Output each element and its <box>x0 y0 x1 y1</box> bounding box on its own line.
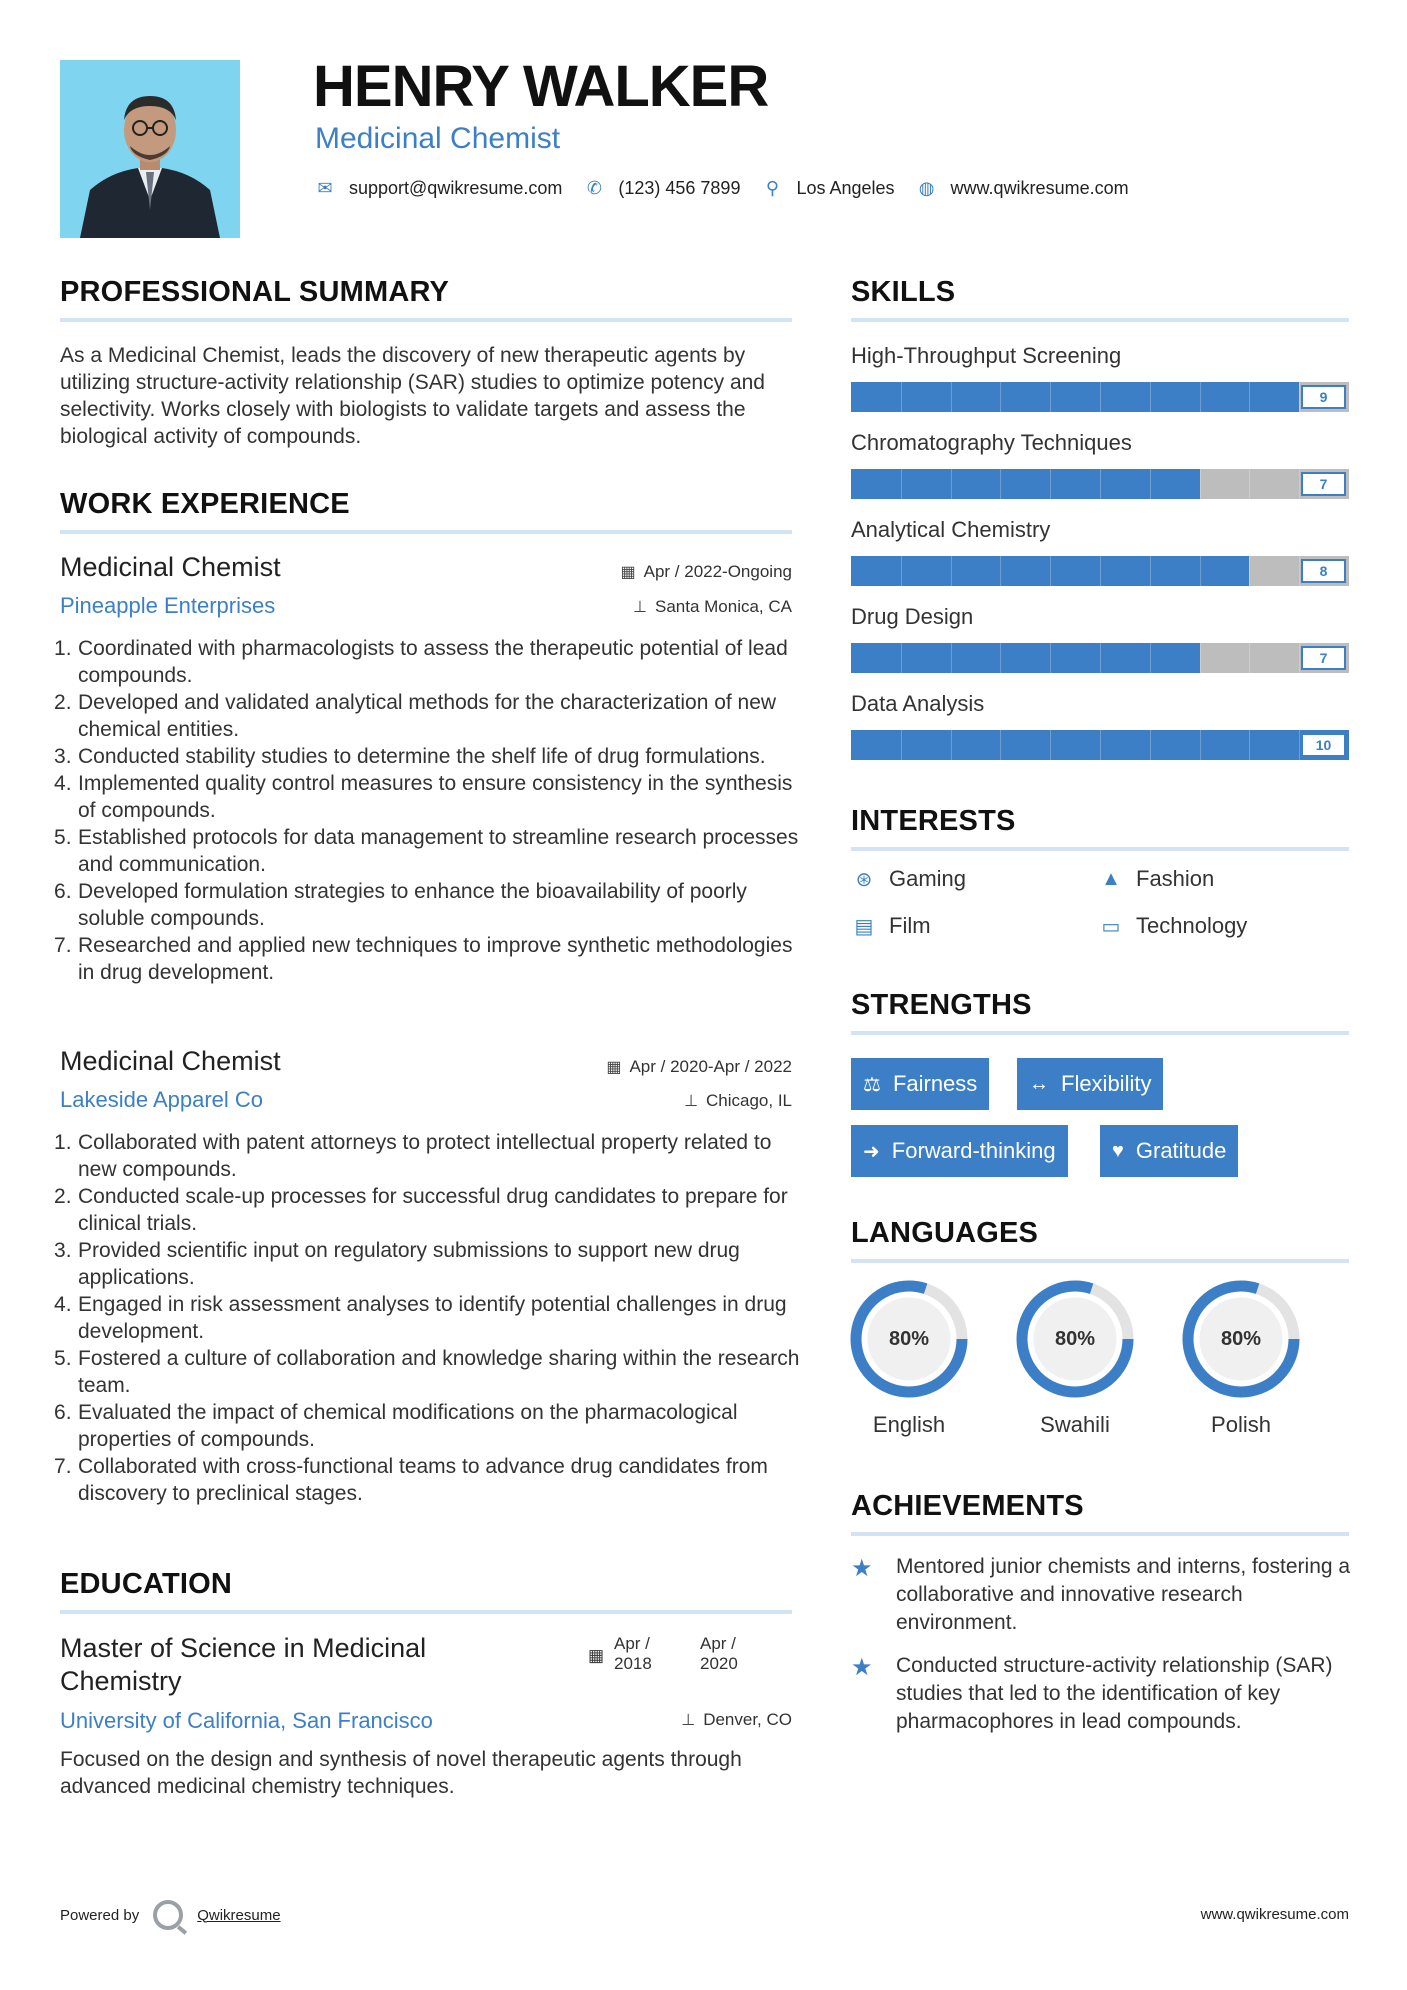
skill-bar <box>851 643 1349 673</box>
skill-label: Chromatography Techniques <box>851 430 1132 455</box>
list-item: Collaborated with cross-functional teams to advance drug candidates from discovery to preclinical stages. <box>78 1455 768 1505</box>
list-item: Established protocols for data management to streamline research processes and communication. <box>78 826 799 876</box>
skill-bar-segment <box>1200 556 1201 586</box>
skill-bar-segment <box>901 643 902 673</box>
globe-icon: ◍ <box>918 178 935 198</box>
list-item: Engaged in risk assessment analyses to identify potential challenges in drug development. <box>78 1293 787 1343</box>
list-item: Evaluated the impact of chemical modifications on the pharmacological properties of compounds. <box>78 1401 738 1451</box>
skill-bar-segment <box>1249 382 1250 412</box>
pushpin-icon: ⊥ <box>684 1093 698 1110</box>
skill-bar-segment <box>901 556 902 586</box>
list-item: Coordinated with pharmacologists to assess the therapeutic potential of lead compounds. <box>78 637 788 687</box>
skill-bar-segment <box>1200 469 1201 499</box>
pushpin-icon: ⊥ <box>633 599 647 616</box>
education-start: Apr / 2018 <box>614 1634 652 1673</box>
skill-bar-segment <box>1000 643 1001 673</box>
envelope-icon: ✉ <box>317 178 333 198</box>
language-name: Polish <box>1211 1412 1271 1437</box>
skill-bar-segment <box>1200 730 1201 760</box>
education-divider <box>60 1610 792 1614</box>
calendar-icon: ▦ <box>606 1059 622 1076</box>
job-title: Medicinal Chemist <box>60 552 281 582</box>
calendar-icon: ▦ <box>588 1646 605 1665</box>
skill-bar-segment <box>1249 643 1250 673</box>
gamepad-icon: ⊛ <box>855 868 873 891</box>
list-item: Researched and applied new techniques to improve synthetic methodologies in drug development. <box>78 934 793 984</box>
pushpin-icon: ⊥ <box>681 1712 696 1729</box>
list-item: Provided scientific input on regulatory submissions to support new drug applications. <box>78 1239 740 1289</box>
skill-bar-segment <box>1249 556 1250 586</box>
skill-bar-segment <box>1100 643 1101 673</box>
shopping-bag-icon: ▲ <box>1101 867 1121 890</box>
skill-label: Drug Design <box>851 604 974 629</box>
skill-bar-segment <box>1100 556 1101 586</box>
interest-item: ▭ Technology <box>1098 913 1247 939</box>
language-name: English <box>872 1412 946 1437</box>
interests-heading: INTERESTS <box>851 805 1016 837</box>
interest-item: ▲ Fashion <box>1098 866 1214 892</box>
language-percent: 80% <box>888 1328 930 1350</box>
strength-tag: ♥ Gratitude <box>1100 1125 1238 1177</box>
qwikresume-logo-icon <box>153 1900 183 1930</box>
experience-heading: WORK EXPERIENCE <box>60 488 350 520</box>
skill-bar-fill <box>851 643 1200 673</box>
skill-level-badge: 8 <box>1301 559 1346 583</box>
achievements-heading: ACHIEVEMENTS <box>851 1490 1084 1522</box>
skill-bar-fill <box>851 382 1299 412</box>
skill-bar-segment <box>1100 382 1101 412</box>
skill-bar-segment <box>1000 730 1001 760</box>
skill-bar-segment <box>1050 730 1051 760</box>
arrow-right-icon: ➜ <box>863 1140 880 1163</box>
skill-bar-segment <box>1050 556 1051 586</box>
skill-bar-segment <box>1050 469 1051 499</box>
skills-heading: SKILLS <box>851 276 956 308</box>
contact-location <box>762 178 894 199</box>
skill-bar-segment <box>1150 730 1151 760</box>
strength-tag: ⚖ Fairness <box>851 1058 989 1110</box>
skill-bar-segment <box>1100 730 1101 760</box>
calendar-icon: ▦ <box>620 564 636 581</box>
education-school: University of California, San Francisco <box>60 1708 433 1733</box>
strengths-divider <box>851 1031 1349 1035</box>
skill-bar-segment <box>951 469 952 499</box>
list-item: Fostered a culture of collaboration and knowledge sharing within the research team. <box>78 1347 800 1397</box>
language-name: Swahili <box>1040 1412 1110 1437</box>
laptop-icon: ▭ <box>1101 915 1121 938</box>
phone-icon: ✆ <box>586 178 602 198</box>
skill-bar-fill <box>851 469 1200 499</box>
strengths-heading: STRENGTHS <box>851 989 1032 1021</box>
skill-bar-segment <box>1249 469 1250 499</box>
powered-by-text: Powered by <box>60 1906 140 1924</box>
phone-text: (123) 456 7899 <box>618 178 741 198</box>
language-percent: 80% <box>1220 1328 1262 1350</box>
skill-bar-segment <box>1100 469 1101 499</box>
skill-bar-segment <box>1000 382 1001 412</box>
summary-divider <box>60 318 792 322</box>
job-company: Lakeside Apparel Co <box>60 1087 264 1112</box>
skill-label: High-Throughput Screening <box>851 343 1122 368</box>
summary-heading: PROFESSIONAL SUMMARY <box>60 276 450 308</box>
balance-scale-icon: ⚖ <box>863 1073 881 1096</box>
skill-bar-segment <box>1200 382 1201 412</box>
summary-text: As a Medicinal Chemist, leads the discovery of new therapeutic agents by utilizing structure-activity relationship (SAR) studies to optimize potency and selectivity. Works closely with biologists to validate targets and assess the biological activity of compounds. <box>60 344 765 448</box>
languages-divider <box>851 1259 1349 1263</box>
skill-bar-segment <box>1249 730 1250 760</box>
film-icon: ▤ <box>854 915 874 938</box>
skill-bar-segment <box>951 556 952 586</box>
skill-label: Analytical Chemistry <box>851 517 1051 542</box>
skill-bar-segment <box>1150 643 1151 673</box>
contact-bar <box>315 178 1151 199</box>
skills-divider <box>851 318 1349 322</box>
degree-title: Master of Science in Medicinal Chemistry <box>60 1633 427 1696</box>
interest-item: ▤ Film <box>851 913 931 939</box>
map-marker-icon: ⚲ <box>765 178 780 198</box>
languages-heading: LANGUAGES <box>851 1217 1039 1249</box>
skill-bar <box>851 382 1349 412</box>
achievement-item: ★ Mentored junior chemists and interns, fostering a collaborative and innovative research environment. <box>851 1555 1351 1634</box>
list-item: Developed and validated analytical methods for the characterization of new chemical entities. <box>78 691 777 741</box>
skill-bar-segment <box>1150 382 1151 412</box>
skill-bar <box>851 469 1349 499</box>
job-dates: ▦ Apr / 2020-Apr / 2022 <box>606 1057 792 1076</box>
skill-level-badge: 7 <box>1301 472 1346 496</box>
contact-phone[interactable] <box>584 178 740 199</box>
job-dates: ▦ Apr / 2022-Ongoing <box>620 562 792 581</box>
job-bullets <box>60 1129 800 1507</box>
skill-level-badge: 9 <box>1301 385 1346 409</box>
heart-icon: ♥ <box>1112 1139 1124 1162</box>
skill-bar-segment <box>1299 556 1300 586</box>
candidate-title: Medicinal Chemist <box>315 122 561 155</box>
language-percent: 80% <box>1054 1328 1096 1350</box>
list-item: Developed formulation strategies to enhance the bioavailability of poorly soluble compounds. <box>78 880 747 930</box>
skill-bar-segment <box>1000 556 1001 586</box>
brand-link[interactable]: Qwikresume <box>197 1906 281 1924</box>
skill-bar-segment <box>951 382 952 412</box>
achievements-divider <box>851 1532 1349 1536</box>
skill-bar <box>851 730 1349 760</box>
language-item <box>1014 1278 1136 1438</box>
skill-bar-segment <box>1000 469 1001 499</box>
footer-powered-by <box>60 1900 281 1930</box>
skill-bar-segment <box>901 382 902 412</box>
interest-item: ⊛ Gaming <box>851 866 966 892</box>
skill-bar-segment <box>1299 730 1300 760</box>
skill-label: Data Analysis <box>851 691 985 716</box>
language-item <box>1180 1278 1302 1438</box>
job-company: Pineapple Enterprises <box>60 593 276 618</box>
contact-email[interactable] <box>315 178 562 199</box>
email-text: support@qwikresume.com <box>349 178 563 198</box>
skill-bar-segment <box>1200 643 1201 673</box>
location-text: Los Angeles <box>796 178 895 198</box>
job-location: ⊥ Chicago, IL <box>684 1091 792 1110</box>
skill-bar-segment <box>901 730 902 760</box>
skill-bar-segment <box>1050 382 1051 412</box>
language-item <box>848 1278 970 1438</box>
skill-level-badge: 7 <box>1301 646 1346 670</box>
list-item: Conducted stability studies to determine the shelf life of drug formulations. <box>78 745 766 768</box>
skill-bar-segment <box>1299 643 1300 673</box>
job-title: Medicinal Chemist <box>60 1046 281 1076</box>
profile-photo <box>60 60 240 238</box>
skill-bar-segment <box>951 643 952 673</box>
website-text: www.qwikresume.com <box>950 178 1129 198</box>
list-item: Collaborated with patent attorneys to protect intellectual property related to new compounds. <box>78 1131 772 1181</box>
footer-url[interactable]: www.qwikresume.com <box>1200 1906 1349 1923</box>
candidate-name: HENRY WALKER <box>313 54 769 119</box>
list-item: Implemented quality control measures to ensure consistency in the synthesis of compounds. <box>78 772 793 822</box>
achievement-item: ★ Conducted structure-activity relationship (SAR) studies that led to the identification of key pharmacophores in lead compounds. <box>851 1654 1333 1733</box>
list-item: Conducted scale-up processes for successful drug candidates to prepare for clinical trials. <box>78 1185 788 1235</box>
skill-bar-segment <box>951 730 952 760</box>
interests-divider <box>851 847 1349 851</box>
strength-tag: ↔ Flexibility <box>1017 1058 1163 1110</box>
experience-divider <box>60 530 792 534</box>
skill-level-badge: 10 <box>1301 733 1346 757</box>
skill-bar-segment <box>1050 643 1051 673</box>
skill-bar <box>851 556 1349 586</box>
education-description: Focused on the design and synthesis of novel therapeutic agents through advanced medicinal chemistry techniques. <box>60 1748 742 1798</box>
contact-website[interactable] <box>917 178 1129 199</box>
star-icon: ★ <box>851 1654 873 1681</box>
skill-bar-segment <box>1299 469 1300 499</box>
education-end: Apr / 2020 <box>700 1634 738 1673</box>
education-heading: EDUCATION <box>60 1568 233 1600</box>
star-icon: ★ <box>851 1555 873 1582</box>
job-location: ⊥ Santa Monica, CA <box>633 597 792 616</box>
skill-bar-segment <box>901 469 902 499</box>
job-bullets <box>60 635 800 986</box>
arrows-horizontal-icon: ↔ <box>1029 1072 1049 1095</box>
education-location: ⊥ Denver, CO <box>681 1710 792 1729</box>
skill-bar-segment <box>1150 469 1151 499</box>
skill-bar-segment <box>1299 382 1300 412</box>
strength-tag: ➜ Forward-thinking <box>851 1125 1068 1177</box>
skill-bar-segment <box>1150 556 1151 586</box>
